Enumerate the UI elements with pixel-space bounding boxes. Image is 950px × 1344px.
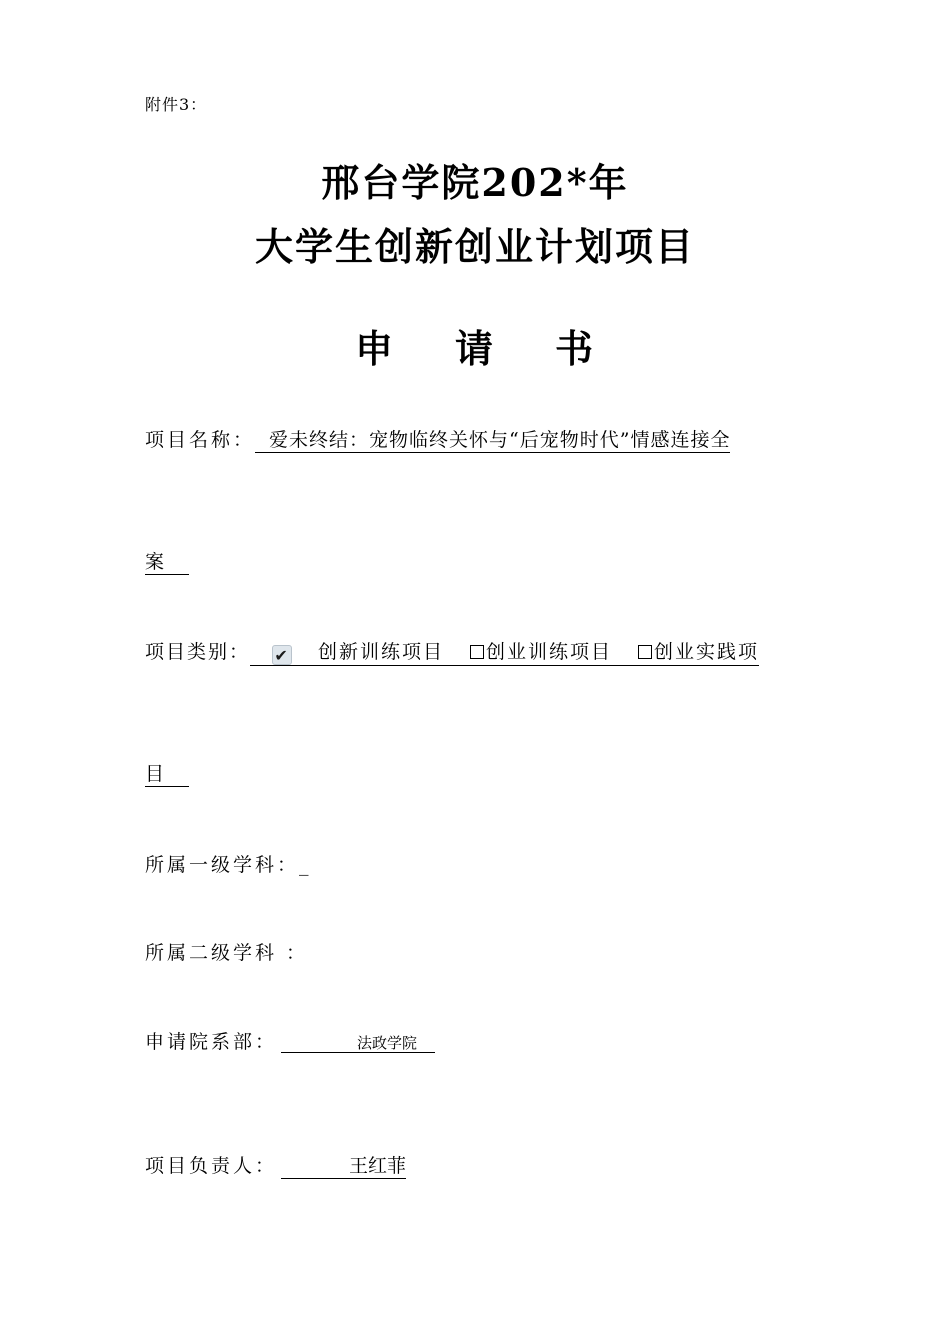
first-discipline-value[interactable]: _	[299, 854, 312, 876]
project-name-row	[145, 425, 730, 453]
category-option-innovation-training[interactable]: 创新训练项目	[318, 641, 445, 663]
department-label: 申请院系部：	[145, 1031, 278, 1053]
document-title-application	[0, 318, 950, 373]
project-category-options	[250, 642, 759, 666]
department-row	[145, 1027, 435, 1054]
project-category-row	[145, 637, 759, 666]
checkbox-icon[interactable]	[470, 645, 484, 659]
project-leader-value[interactable]: 王红菲	[281, 1156, 406, 1179]
title-char-3: 书	[555, 326, 596, 371]
category-option-continued: 目	[145, 764, 189, 787]
second-discipline-row	[145, 938, 308, 965]
title-char-1: 申	[354, 326, 395, 371]
document-title-line2: 大学生创新创业计划项目	[254, 224, 695, 269]
category-option-entrepreneurship-practice[interactable]: 创业实践项	[654, 641, 760, 663]
document-title-line1: 邢台学院202*年	[321, 160, 629, 205]
department-value[interactable]: 法政学院	[281, 1035, 435, 1053]
project-category-continuation-row	[145, 763, 189, 787]
project-name-label: 项目名称：	[145, 429, 256, 451]
first-discipline-row	[145, 850, 312, 877]
second-discipline-label: 所属二级学科 ：	[145, 942, 309, 964]
checked-checkbox-icon[interactable]: ✔	[272, 645, 292, 665]
first-discipline-label: 所属一级学科：	[145, 854, 300, 876]
checkbox-icon[interactable]	[638, 645, 652, 659]
title-char-2: 请	[454, 326, 495, 371]
category-option-entrepreneurship-training[interactable]: 创业训练项目	[486, 641, 613, 663]
project-category-label: 项目类别：	[145, 641, 251, 663]
project-leader-row	[145, 1151, 406, 1179]
project-name-continuation-row	[145, 551, 189, 575]
project-leader-label: 项目负责人：	[145, 1155, 278, 1177]
attachment-label: 附件3：	[145, 95, 208, 114]
project-name-value[interactable]: 爱未终结：宠物临终关怀与“后宠物时代”情感连接全	[255, 430, 730, 453]
project-name-value-continued[interactable]: 案	[145, 552, 189, 575]
